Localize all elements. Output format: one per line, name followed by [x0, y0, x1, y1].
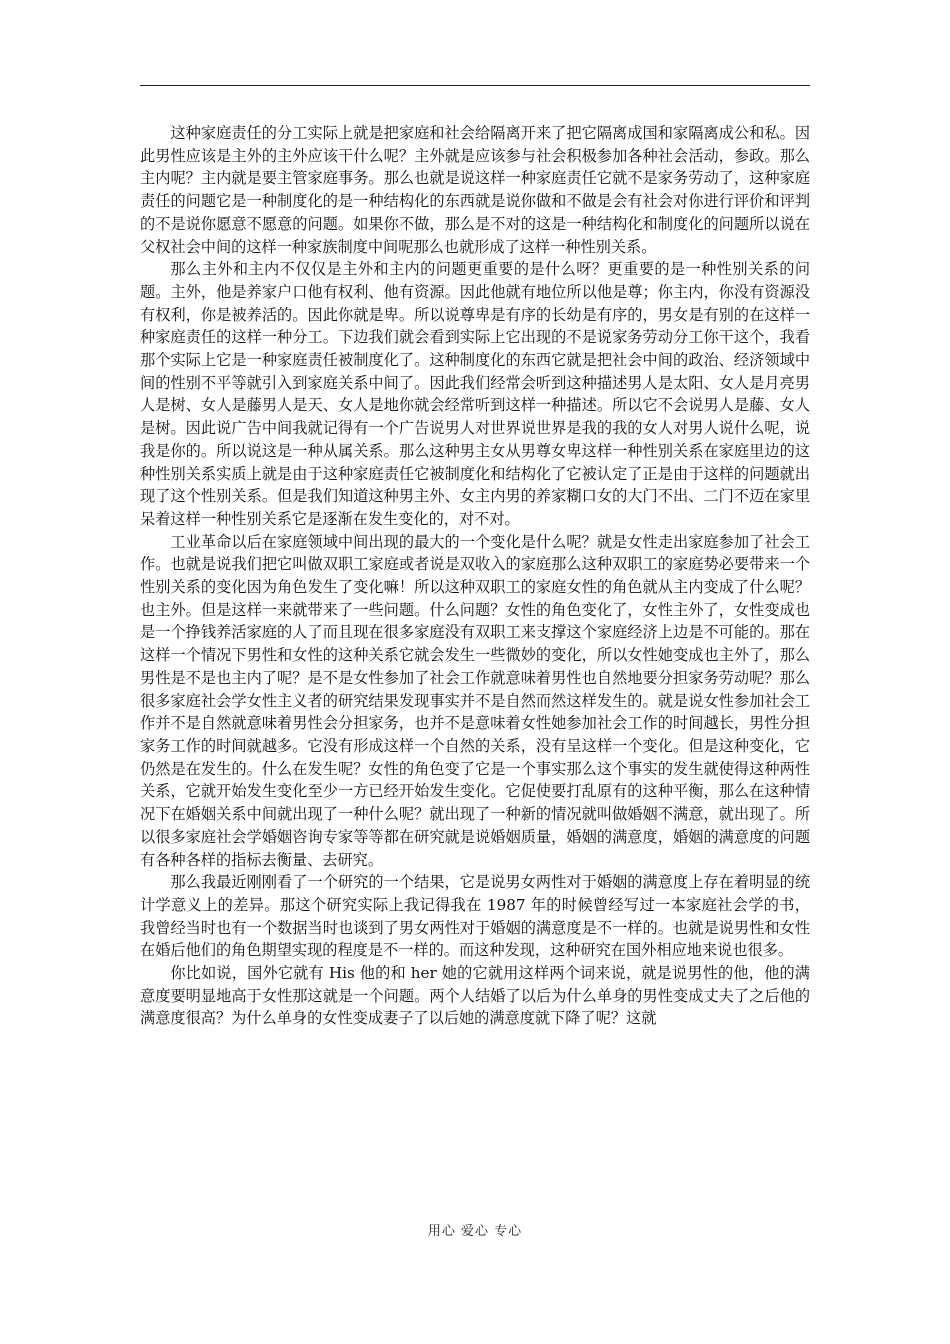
paragraph: 那么我最近刚刚看了一个研究的一个结果，它是说男女两性对于婚姻的满意度上存在着明显的统计学意义上的差异。那这个研究实际上我记得我在 1987 年的时候曾经写过一本家庭社会学的书，我曾经当时也有一个数据当时也谈到了男女两性对于婚姻的满意度是不一样的。也就是说男性和女性在婚后他们的角色期望实现的程度是不一样的。而这种发现，这种研究在国外相应地来说也很多。	[140, 873, 810, 960]
page-footer: 用心 爱心 专心	[427, 1224, 523, 1239]
paragraph: 你比如说，国外它就有 His 他的和 her 她的它就用这样两个词来说，就是说男性的他，他的满意度要明显地高于女性那这就是一个问题。两个人结婚了以后为什么单身的男性变成丈夫了之后他的满意度很高？为什么单身的女性变成妻子了以后她的满意度就下降了呢？这就	[140, 964, 810, 1028]
header-rule	[140, 85, 810, 86]
paragraph: 工业革命以后在家庭领域中间出现的最大的一个变化是什么呢？就是女性走出家庭参加了社会工作。也就是说我们把它叫做双职工家庭或者说是双收入的家庭那么这种双职工的家庭势必要带来一个性别关系的变化因为角色发生了变化嘛！所以这种双职工的家庭女性的角色就从主内变成了什么呢？也主外。但是这样一来就带来了一些问题。什么问题？女性的角色变化了，女性主外了，女性变成也是一个挣钱养活家庭的人了而且现在很多家庭没有双职工来支撑这个家庭经济上边是不可能的。那在这样一个情况下男性和女性的这种关系它就会发生一些微妙的变化，所以女性她变成也主外了，那么男性是不是也主内了呢？是不是女性参加了社会工作就意味着男性也自然地要分担家务劳动呢？那么很多家庭社会学女性主义者的研究结果发现事实并不是自然而然这样发生的。就是说女性参加社会工作并不是自然就意味着男性会分担家务，也并不是意味着女性她参加社会工作的时间越长，男性分担家务工作的时间就越多。它没有形成这样一个自然的关系，没有呈这样一个变化。但是这种变化，它仍然是在发生的。什么在发生呢？女性的角色变了它是一个事实那么这个事实的发生就使得这种两性关系，它就开始发生变化至少一方已经开始发生变化。它促使要打乱原有的这种平衡，那么在这种情况下在婚姻关系中间就出现了一种什么呢？就出现了一种新的情况就叫做婚姻不满意，就出现了。所以很多家庭社会学婚姻咨询专家等等都在研究就是说婚姻质量，婚姻的满意度，婚姻的满意度的问题有各种各样的指标去衡量、去研究。	[140, 532, 810, 869]
document-body	[140, 122, 810, 1030]
paragraph: 那么主外和主内不仅仅是主外和主内的问题更重要的是什么呀？更重要的是一种性别关系的问题。主外，他是养家户口他有权利、他有资源。因此他就有地位所以他是尊；你主内，你没有资源没有权利，你是被养活的。因此你就是卑。所以说尊卑是有序的长幼是有序的，男女是有别的在这样一种家庭责任的这样一种分工。下边我们就会看到实际上它出现的不是说家务劳动分工你干这个，我看那个实际上它是一种家庭责任被制度化了。这种制度化的东西它就是把社会中间的政治、经济领域中间的性别不平等就引入到家庭关系中间了。因此我们经常会听到这种描述男人是太阳、女人是月亮男人是树、女人是藤男人是天、女人是地你就会经常听到这样一种描述。所以它不会说男人是藤、女人是树。因此说广告中间我就记得有一个广告说男人对世界说世界是我的我的女人对男人说什么呢，说我是你的。所以说这是一种从属关系。那么这种男主女从男尊女卑这样一种性别关系在家庭里边的这种性别关系实质上就是由于这种家庭责任它被制度化和结构化了它被认定了正是由于这样的问题就出现了这个性别关系。但是我们知道这种男主外、女主内男的养家糊口女的大门不出、二门不迈在家里呆着这样一种性别关系它是逐渐在发生变化的，对不对。	[140, 260, 810, 528]
paragraph: 这种家庭责任的分工实际上就是把家庭和社会给隔离开来了把它隔离成国和家隔离成公和私。因此男性应该是主外的主外应该干什么呢？主外就是应该参与社会积极参加各种社会活动，参政。那么主内呢？主内就是要主管家庭事务。那么也就是说这样一种家庭责任它就不是家务劳动了，这种家庭责任的问题它是一种制度化的是一种结构化的东西就是说你做和不做是会有社会对你进行评价和评判的不是说你愿意不愿意的问题。如果你不做，那么是不对的这是一种结构化和制度化的问题所以说在父权社会中间的这样一种家族制度中间呢那么也就形成了这样一种性别关系。	[140, 124, 810, 256]
